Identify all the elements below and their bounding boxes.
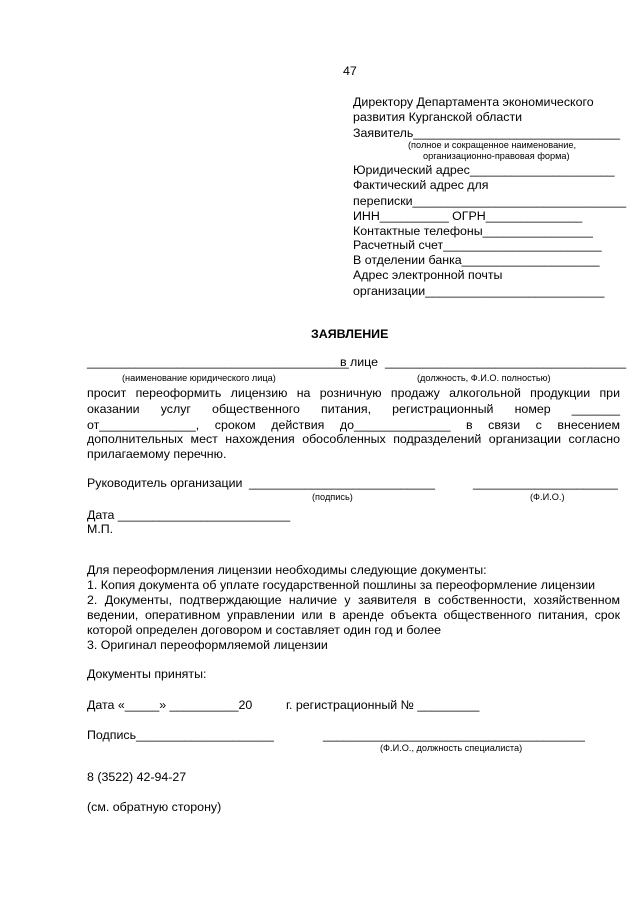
- account-field: Расчетный счет_______________________: [353, 238, 602, 252]
- reverse-side-note: (см. обратную сторону): [87, 800, 222, 814]
- documents-intro: Для переоформления лицензии необходимы следующие документы:: [87, 563, 487, 577]
- bank-field: В отделении банка____________________: [353, 253, 600, 267]
- body-line: оказании услуг общественного питания, регистрационный номер _______: [87, 402, 620, 416]
- document-item: ведении, оперативном управлении или в аренде объекта общественного питания, срок: [87, 608, 620, 622]
- date-field: Дата _________________________: [87, 508, 291, 522]
- fio-note: (Ф.И.О.): [530, 492, 565, 502]
- acceptance-signature: Подпись____________________: [87, 728, 274, 742]
- document-item: 1. Копия документа об уплате государственной пошлины за переоформление лицензии: [87, 578, 596, 592]
- applicant-name-note: (наименование юридического лица): [122, 373, 276, 383]
- phones-field: Контактные телефоны________________: [353, 224, 593, 238]
- stamp-label: М.П.: [87, 522, 114, 536]
- document-item: 2. Документы, подтверждающие наличие у заявителя в собственности, хозяйственном: [87, 593, 620, 607]
- signature-note: (подпись): [312, 492, 353, 502]
- document-title: ЗАЯВЛЕНИЕ: [311, 327, 389, 341]
- addressee-line-2: развития Курганской области: [353, 110, 523, 124]
- registration-number: г. регистрационный № _________: [286, 698, 480, 712]
- specialist-blank: ______________________________________: [323, 728, 585, 742]
- contact-phone: 8 (3522) 42-94-27: [87, 770, 187, 784]
- body-line: просит переоформить лицензию на розничную продажу алкогольной продукции при: [87, 386, 620, 400]
- document-item: которой определен договором и составляет один год и более: [87, 623, 442, 637]
- body-line: от______________, сроком действия до______________ в связи с внесением: [87, 418, 620, 432]
- applicant-name-blank: ______________________________________: [87, 355, 349, 369]
- head-name-blank: _____________________: [473, 476, 618, 490]
- body-line: прилагаемому перечню.: [87, 447, 227, 461]
- applicant-field: Заявитель______________________________: [353, 126, 621, 140]
- person-blank: ___________________________________: [385, 355, 627, 369]
- acceptance-date: Дата «_____» __________20: [87, 698, 253, 712]
- page-number: 47: [343, 64, 357, 78]
- actual-address-line-1: Фактический адрес для: [353, 178, 489, 192]
- email-line-2: организации__________________________: [353, 284, 605, 298]
- inn-ogrn-field: ИНН__________ ОГРН______________: [353, 209, 583, 223]
- head-label: Руководитель организации: [87, 476, 243, 490]
- actual-address-line-2: переписки_______________________________: [353, 194, 627, 208]
- email-line-1: Адрес электронной почты: [353, 268, 503, 282]
- document-item: 3. Оригинал переоформляемой лицензии: [87, 638, 328, 652]
- body-line: дополнительных мест нахождения обособленных подразделений организации согласно: [87, 432, 620, 446]
- addressee-line-1: Директору Департамента экономического: [353, 95, 594, 109]
- person-note: (должность, Ф.И.О. полностью): [417, 373, 551, 383]
- head-signature-blank: ___________________________: [249, 476, 436, 490]
- in-person-label: в лице: [340, 355, 379, 369]
- accepted-label: Документы приняты:: [87, 667, 207, 681]
- applicant-note-1: (полное и сокращенное наименование,: [408, 140, 577, 150]
- specialist-note: (Ф.И.О., должность специалиста): [380, 743, 523, 753]
- applicant-note-2: организационно-правовая форма): [423, 151, 570, 161]
- legal-address-field: Юридический адрес_____________________: [353, 163, 615, 177]
